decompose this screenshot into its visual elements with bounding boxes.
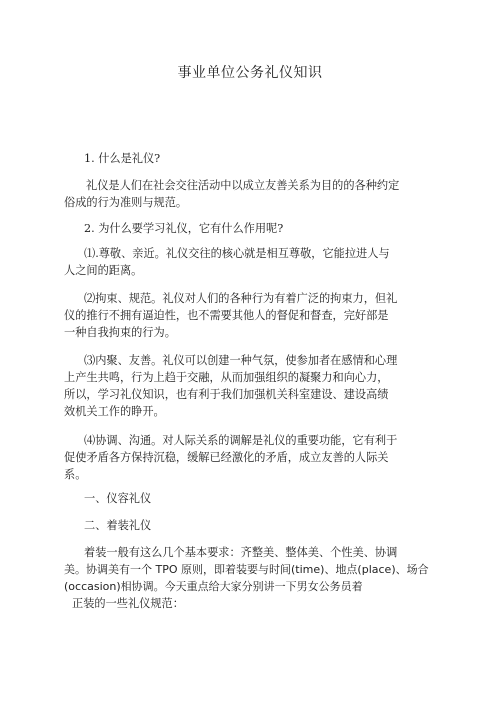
paragraph-dress-requirements	[64, 544, 444, 612]
text-line: ⑶内聚、友善。礼仪可以创建一种气氛，使参加者在感情和心理	[84, 354, 398, 367]
question-2	[84, 220, 464, 237]
text-line: ⑷协调、沟通。对人际关系的调解是礼仪的重要功能，它有利于	[84, 434, 398, 447]
paragraph-point-3	[64, 352, 444, 420]
paragraph-definition	[64, 177, 444, 211]
paragraph-point-1	[64, 245, 444, 279]
text-line: 着装一般有这么几个基本要求：齐整美、整体美、个性美、协调	[84, 546, 398, 559]
text-line: (occasion)相协调。今天重点给大家分别讲一下男女公务员着	[64, 580, 363, 593]
text-line: ⑵拘束、规范。礼仪对人们的各种行为有着广泛的拘束力，但礼	[84, 292, 398, 305]
text-line: 促使矛盾各方保持沉稳，缓解已经激化的矛盾，成立友善的人际关	[64, 451, 389, 464]
paragraph-point-4	[64, 432, 444, 483]
text-line: 一、仪容礼仪	[84, 492, 152, 505]
text-line: 系。	[64, 468, 87, 481]
text-line: 美。协调美有一个 TPO 原则，即着装要与时间(time)、地点(place)、场合	[64, 563, 429, 576]
text-line: 人之间的距离。	[64, 264, 143, 277]
text-line: 正装的一些礼仪规范：	[72, 597, 184, 610]
text-line: 2. 为什么要学习礼仪，它有什么作用呢?	[84, 222, 284, 235]
text-line: 俗成的行为准则与规范。	[64, 196, 188, 209]
question-1	[84, 150, 464, 167]
text-line: 1. 什么是礼仪?	[84, 152, 161, 165]
page-title: 事业单位公务礼仪知识	[177, 65, 323, 81]
text-line: 二、着装礼仪	[84, 519, 152, 532]
text-line: 仪的推行不拥有逼迫性，也不需要其他人的督促和督查，完好部是	[64, 309, 389, 322]
section-heading-dress	[84, 517, 464, 534]
text-line: 礼仪是人们在社会交往活动中以成立友善关系为目的的各种约定	[86, 179, 400, 192]
text-line: 上产生共鸣，行为上趋于交融，从而加强组织的凝聚力和向心力，	[64, 371, 389, 384]
text-line: 所以，学习礼仪知识，也有利于我们加强机关科室建设、建设高绩	[64, 388, 389, 401]
text-line: ⑴.尊敬、亲近。礼仪交往的核心就是相互尊敬，它能拉进人与	[84, 247, 390, 260]
section-heading-appearance	[84, 490, 464, 507]
paragraph-point-2	[64, 290, 444, 341]
text-line: 效机关工作的睁开。	[64, 405, 165, 418]
text-line: 一种自我拘束的行为。	[64, 326, 176, 339]
